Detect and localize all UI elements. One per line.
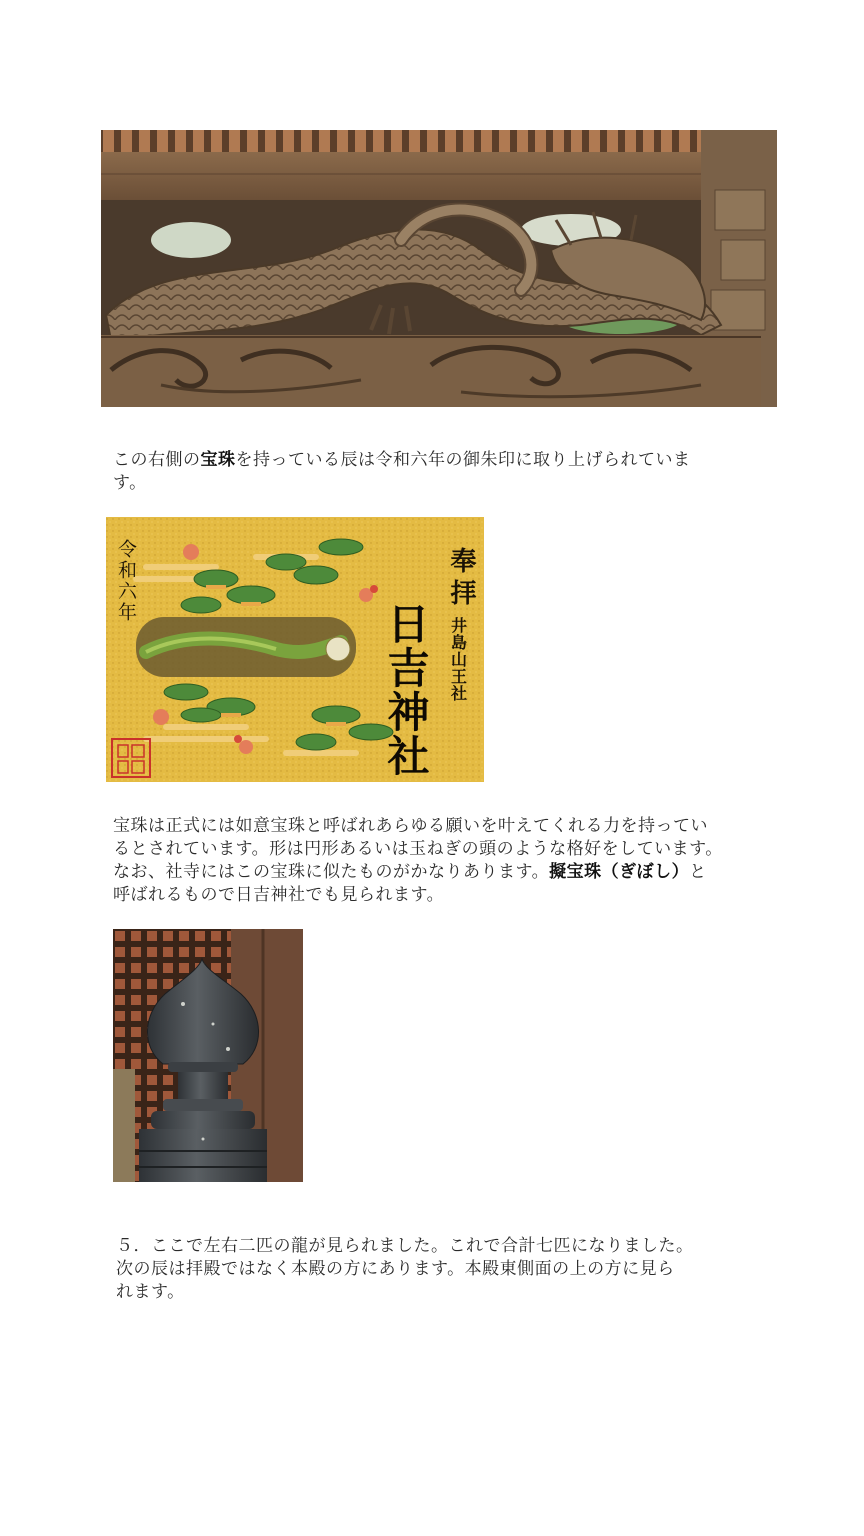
text-segment: と <box>689 862 707 882</box>
paragraph-houju-intro <box>113 449 763 495</box>
giboshi-illustration <box>113 929 303 1182</box>
dragon-carving-illustration <box>101 130 777 407</box>
paragraph-houju-description <box>113 815 813 907</box>
goshuin-houhai: 奉拝 <box>446 547 476 611</box>
text-segment: を持っている辰は令和六年の御朱印に取り上げられていま <box>235 450 691 470</box>
text-segment: この右側の <box>113 450 201 470</box>
text-segment: す。 <box>113 473 147 493</box>
paragraph-section-5 <box>116 1235 816 1304</box>
emphasis-houju: 宝珠 <box>200 450 236 470</box>
text-line: 次の辰は拝殿ではなく本殿の方にあります。本殿東側面の上の方に見ら <box>116 1259 675 1279</box>
text-line: ５．ここで左右二匹の龍が見られました。これで合計七匹になりました。 <box>116 1236 694 1256</box>
goshuin-shrine-name: 日吉神社 <box>381 602 431 778</box>
dragon-carving-photo <box>101 130 777 407</box>
giboshi-photo <box>113 929 303 1182</box>
goshuin-date: 令和六年 <box>115 539 137 623</box>
text-line: れます。 <box>116 1282 185 1302</box>
text-line: 宝珠は正式には如意宝珠と呼ばれあらゆる願いを叶えてくれる力を持ってい <box>113 816 708 836</box>
goshuin-photo <box>106 517 484 782</box>
text-line: 呼ばれるもので日吉神社でも見られます。 <box>113 885 445 905</box>
emphasis-giboshi: 擬宝珠（ぎぼし） <box>549 862 690 882</box>
text-segment: なお、社寺にはこの宝珠に似たものがかなりあります。 <box>113 862 550 882</box>
text-line: るとされています。形は円形あるいは玉ねぎの頭のような格好をしています。 <box>113 839 723 859</box>
goshuin-sub-name: 井島山王社 <box>448 617 468 702</box>
goshuin-illustration <box>106 517 484 782</box>
